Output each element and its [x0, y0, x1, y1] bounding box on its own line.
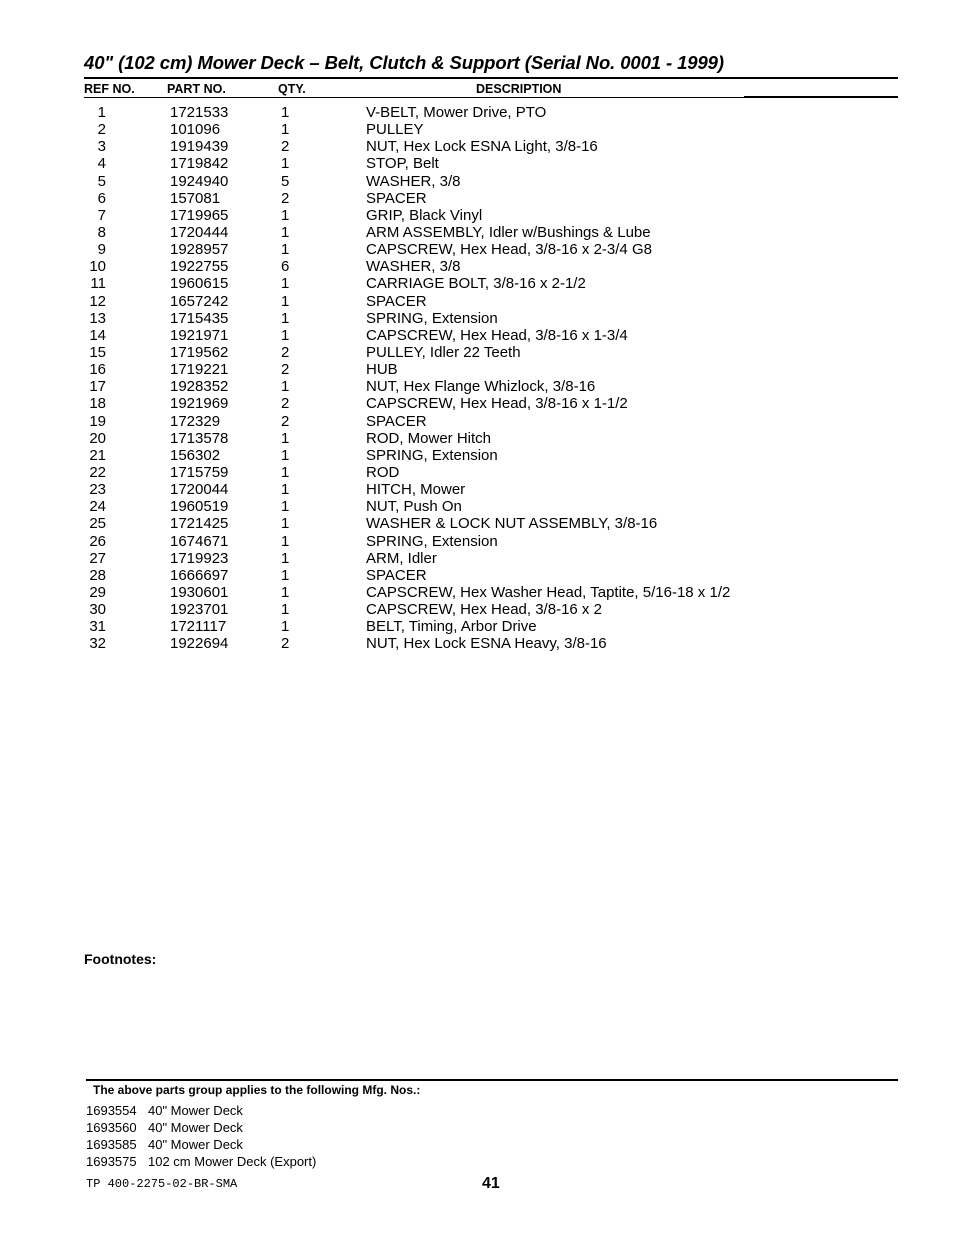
qty-cell: 2: [281, 395, 290, 413]
qty-cell: 1: [281, 206, 290, 224]
ref-no-cell: 3: [97, 138, 106, 156]
description-cell: ROD, Mower Hitch: [366, 429, 492, 447]
table-row: [0, 464, 954, 481]
table-row: [0, 515, 954, 532]
table-row: [0, 207, 954, 224]
description-cell: NUT, Hex Lock ESNA Heavy, 3/8-16: [366, 635, 607, 653]
qty-cell: 2: [281, 635, 290, 653]
part-no-cell: 1960519: [170, 498, 229, 516]
description-cell: BELT, Timing, Arbor Drive: [366, 618, 537, 636]
description-cell: HUB: [366, 361, 398, 379]
ref-no-cell: 13: [89, 309, 106, 327]
mfg-description: 40" Mower Deck: [148, 1103, 243, 1118]
table-row: [0, 584, 954, 601]
description-cell: ARM, Idler: [366, 549, 437, 567]
table-row: [0, 258, 954, 275]
part-no-cell: 1928352: [170, 378, 229, 396]
part-no-cell: 172329: [170, 412, 221, 430]
ref-no-cell: 7: [97, 206, 106, 224]
part-no-cell: 1719965: [170, 206, 229, 224]
qty-cell: 1: [281, 515, 290, 533]
part-no-cell: 101096: [170, 121, 221, 139]
description-cell: GRIP, Black Vinyl: [366, 206, 483, 224]
qty-cell: 1: [281, 292, 290, 310]
part-no-cell: 1715759: [170, 463, 229, 481]
qty-cell: 1: [281, 275, 290, 293]
table-row: [0, 550, 954, 567]
part-no-cell: 1721533: [170, 104, 229, 121]
ref-no-cell: 18: [89, 395, 106, 413]
ref-no-cell: 14: [89, 326, 106, 344]
part-no-cell: 1719923: [170, 549, 229, 567]
description-cell: CAPSCREW, Hex Head, 3/8-16 x 1-3/4: [366, 326, 628, 344]
table-row: [0, 155, 954, 172]
ref-no-cell: 19: [89, 412, 106, 430]
mfg-description: 40" Mower Deck: [148, 1137, 243, 1152]
applies-label: The above parts group applies to the following Mfg. Nos.:: [93, 1083, 421, 1097]
table-row: [0, 190, 954, 207]
ref-no-cell: 31: [89, 618, 106, 636]
part-no-cell: 1719842: [170, 155, 229, 173]
part-no-cell: 1721117: [170, 618, 227, 636]
description-cell: CAPSCREW, Hex Head, 3/8-16 x 1-1/2: [366, 395, 628, 413]
description-cell: WASHER & LOCK NUT ASSEMBLY, 3/8-16: [366, 515, 658, 533]
mfg-number: 1693575: [86, 1154, 137, 1169]
qty-cell: 1: [281, 223, 290, 241]
part-no-cell: 1919439: [170, 138, 229, 156]
column-header-qty: QTY.: [278, 82, 306, 96]
mfg-list-item: [86, 1119, 486, 1136]
ref-no-cell: 28: [89, 566, 106, 584]
part-no-cell: 1666697: [170, 566, 229, 584]
part-no-cell: 1720044: [170, 481, 229, 499]
description-cell: CARRIAGE BOLT, 3/8-16 x 2-1/2: [366, 275, 586, 293]
table-row: [0, 138, 954, 155]
description-cell: STOP, Belt: [366, 155, 439, 173]
part-no-cell: 1921971: [170, 326, 229, 344]
description-cell: CAPSCREW, Hex Head, 3/8-16 x 2: [366, 601, 602, 619]
column-header-part-no: PART NO.: [167, 82, 226, 96]
part-no-cell: 1657242: [170, 292, 229, 310]
description-cell: WASHER, 3/8: [366, 172, 461, 190]
part-no-cell: 156302: [170, 446, 221, 464]
table-row: [0, 378, 954, 395]
ref-no-cell: 30: [89, 601, 106, 619]
part-no-cell: 157081: [170, 189, 221, 207]
qty-cell: 1: [281, 121, 290, 139]
qty-cell: 1: [281, 583, 290, 601]
description-cell: HITCH, Mower: [366, 481, 466, 499]
part-no-cell: 1719221: [170, 361, 229, 379]
qty-cell: 1: [281, 618, 290, 636]
ref-no-cell: 5: [97, 172, 106, 190]
table-row: [0, 275, 954, 292]
column-header-description: DESCRIPTION: [476, 82, 562, 96]
qty-cell: 1: [281, 498, 290, 516]
parts-table: [0, 104, 954, 653]
table-row: [0, 344, 954, 361]
table-row: [0, 618, 954, 635]
description-cell: CAPSCREW, Hex Washer Head, Taptite, 5/16-18 x 1/2: [366, 583, 731, 601]
part-no-cell: 1715435: [170, 309, 229, 327]
table-row: [0, 361, 954, 378]
description-cell: ROD: [366, 463, 400, 481]
ref-no-cell: 8: [97, 223, 106, 241]
part-no-cell: 1930601: [170, 583, 229, 601]
description-cell: PULLEY, Idler 22 Teeth: [366, 343, 521, 361]
part-no-cell: 1921969: [170, 395, 229, 413]
applies-rule: [86, 1079, 898, 1081]
table-row: [0, 241, 954, 258]
mfg-numbers-list: [86, 1102, 486, 1170]
description-cell: SPACER: [366, 412, 427, 430]
page-title: 40" (102 cm) Mower Deck – Belt, Clutch & Support (Serial No. 0001 - 1999): [84, 52, 724, 73]
ref-no-cell: 2: [97, 121, 106, 139]
column-header-ref-no: REF NO.: [84, 82, 135, 96]
table-row: [0, 601, 954, 618]
description-cell: SPACER: [366, 566, 427, 584]
mfg-list-item: [86, 1153, 486, 1170]
qty-cell: 1: [281, 463, 290, 481]
qty-cell: 2: [281, 189, 290, 207]
table-row: [0, 224, 954, 241]
ref-no-cell: 4: [97, 155, 106, 173]
description-cell: V-BELT, Mower Drive, PTO: [366, 104, 547, 121]
part-no-cell: 1674671: [170, 532, 229, 550]
ref-no-cell: 32: [89, 635, 106, 653]
qty-cell: 1: [281, 446, 290, 464]
description-cell: SPRING, Extension: [366, 309, 498, 327]
description-cell: SPRING, Extension: [366, 532, 498, 550]
header-bottom-rule: [84, 97, 744, 98]
qty-cell: 1: [281, 532, 290, 550]
table-row: [0, 310, 954, 327]
description-cell: PULLEY: [366, 121, 424, 139]
table-row: [0, 121, 954, 138]
ref-no-cell: 11: [90, 275, 106, 293]
page-number: 41: [482, 1175, 500, 1192]
part-no-cell: 1720444: [170, 223, 229, 241]
qty-cell: 1: [281, 326, 290, 344]
table-row: [0, 567, 954, 584]
mfg-description: 102 cm Mower Deck (Export): [148, 1154, 317, 1169]
part-no-cell: 1922755: [170, 258, 229, 276]
ref-no-cell: 29: [89, 583, 106, 601]
qty-cell: 2: [281, 138, 290, 156]
table-row: [0, 447, 954, 464]
ref-no-cell: 6: [97, 189, 106, 207]
ref-no-cell: 21: [89, 446, 106, 464]
description-cell: CAPSCREW, Hex Head, 3/8-16 x 2-3/4 G8: [366, 241, 652, 259]
description-cell: NUT, Hex Lock ESNA Light, 3/8-16: [366, 138, 598, 156]
ref-no-cell: 17: [89, 378, 106, 396]
mfg-number: 1693585: [86, 1137, 137, 1152]
table-row: [0, 104, 954, 121]
ref-no-cell: 10: [89, 258, 106, 276]
ref-no-cell: 23: [89, 481, 106, 499]
table-row: [0, 635, 954, 652]
ref-no-cell: 25: [89, 515, 106, 533]
description-cell: ARM ASSEMBLY, Idler w/Bushings & Lube: [366, 223, 651, 241]
qty-cell: 1: [281, 155, 290, 173]
qty-cell: 1: [281, 309, 290, 327]
description-cell: SPRING, Extension: [366, 446, 498, 464]
ref-no-cell: 26: [89, 532, 106, 550]
ref-no-cell: 1: [97, 104, 106, 121]
header-bottom-rule-tail: [744, 96, 898, 98]
document-code: TP 400-2275-02-BR-SMA: [86, 1177, 238, 1191]
mfg-number: 1693560: [86, 1120, 137, 1135]
ref-no-cell: 20: [89, 429, 106, 447]
qty-cell: 2: [281, 412, 290, 430]
description-cell: SPACER: [366, 292, 427, 310]
mfg-number: 1693554: [86, 1103, 137, 1118]
table-row: [0, 533, 954, 550]
qty-cell: 1: [281, 378, 290, 396]
qty-cell: 5: [281, 172, 290, 190]
ref-no-cell: 15: [89, 343, 106, 361]
table-row: [0, 293, 954, 310]
table-row: [0, 395, 954, 412]
part-no-cell: 1924940: [170, 172, 229, 190]
part-no-cell: 1923701: [170, 601, 229, 619]
ref-no-cell: 12: [89, 292, 106, 310]
footnotes-label: Footnotes:: [84, 951, 157, 967]
table-row: [0, 173, 954, 190]
table-row: [0, 481, 954, 498]
qty-cell: 1: [281, 549, 290, 567]
qty-cell: 1: [281, 566, 290, 584]
part-no-cell: 1960615: [170, 275, 229, 293]
part-no-cell: 1928957: [170, 241, 229, 259]
ref-no-cell: 24: [89, 498, 106, 516]
qty-cell: 2: [281, 343, 290, 361]
ref-no-cell: 16: [89, 361, 106, 379]
table-row: [0, 430, 954, 447]
qty-cell: 1: [281, 429, 290, 447]
mfg-description: 40" Mower Deck: [148, 1120, 243, 1135]
description-cell: SPACER: [366, 189, 427, 207]
part-no-cell: 1922694: [170, 635, 229, 653]
qty-cell: 1: [281, 241, 290, 259]
qty-cell: 1: [281, 481, 290, 499]
header-top-rule: [84, 77, 898, 79]
qty-cell: 2: [281, 361, 290, 379]
description-cell: NUT, Push On: [366, 498, 462, 516]
ref-no-cell: 27: [89, 549, 106, 567]
ref-no-cell: 22: [89, 463, 106, 481]
table-row: [0, 327, 954, 344]
qty-cell: 1: [281, 601, 290, 619]
qty-cell: 6: [281, 258, 290, 276]
description-cell: WASHER, 3/8: [366, 258, 461, 276]
part-no-cell: 1713578: [170, 429, 229, 447]
part-no-cell: 1721425: [170, 515, 229, 533]
mfg-list-item: [86, 1136, 486, 1153]
mfg-list-item: [86, 1102, 486, 1119]
table-row: [0, 498, 954, 515]
ref-no-cell: 9: [97, 241, 106, 259]
table-row: [0, 413, 954, 430]
part-no-cell: 1719562: [170, 343, 229, 361]
qty-cell: 1: [281, 104, 290, 121]
description-cell: NUT, Hex Flange Whizlock, 3/8-16: [366, 378, 596, 396]
